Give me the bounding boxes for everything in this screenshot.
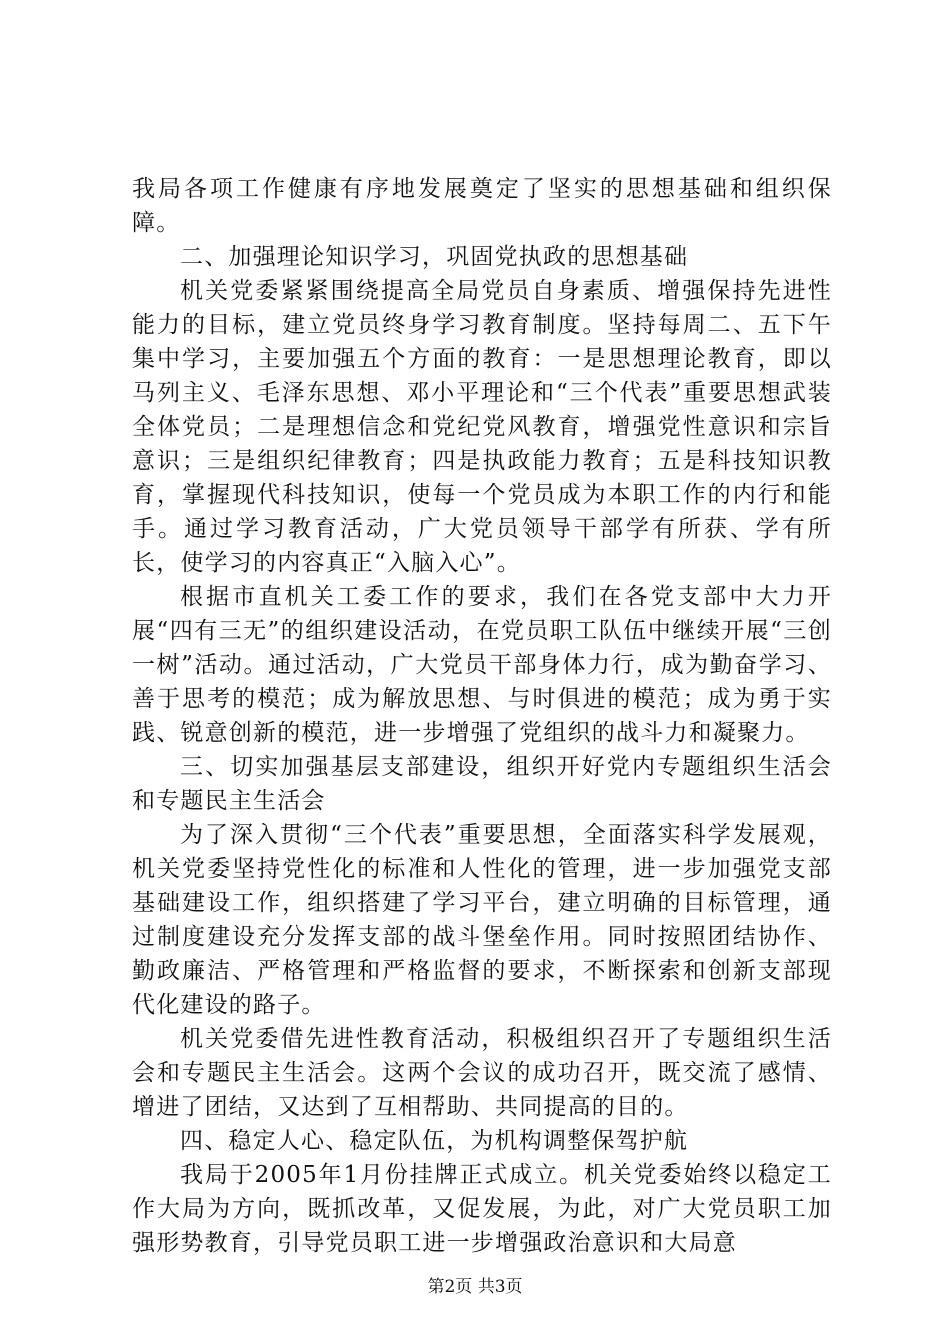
paragraph: 为了深入贯彻“三个代表”重要思想，全面落实科学发展观，机关党委坚持党性化的标准和人性化的管理，进一步加强党支部基础建设工作，组织搭建了学习平台，建立明确的目标管理，通过制度建设充分发挥支部的战斗堡垒作用。同时按照团结协作、勤政廉洁、严格管理和严格监督的要求，不断探索和创新支部现代化建设的路子。	[132, 822, 832, 1018]
paragraph: 我局于2005年1月份挂牌正式成立。机关党委始终以稳定工作大局为方向，既抓改革，又促发展，为此，对广大党员职工加强形势教育，引导党员职工进一步增强政治意识和大局意	[132, 1162, 832, 1256]
section-heading-4: 四、稳定人心、稳定队伍，为机构调整保驾护航	[180, 1128, 689, 1154]
paragraph-continuation: 我局各项工作健康有序地发展奠定了坚实的思想基础和组织保障。	[132, 176, 832, 236]
section-heading-3: 三、切实加强基层支部建设，组织开好党内专题组织生活会和专题民主生活会	[132, 754, 832, 814]
paragraph: 根据市直机关工委工作的要求，我们在各党支部中大力开展“四有三无”的组织建设活动，在党员职工队伍中继续开展“三创一树”活动。通过活动，广大党员干部身体力行，成为勤奋学习、善于思考的模范；成为解放思想、与时俱进的模范；成为勇于实践、锐意创新的模范，进一步增强了党组织的战斗力和凝聚力。	[132, 584, 832, 746]
section-heading-2: 二、加强理论知识学习，巩固党执政的思想基础	[180, 244, 689, 270]
paragraph: 机关党委紧紧围绕提高全局党员自身素质、增强保持先进性能力的目标，建立党员终身学习教育制度。坚持每周二、五下午集中学习，主要加强五个方面的教育：一是思想理论教育，即以马列主义、毛泽东思想、邓小平理论和“三个代表”重要思想武装全体党员；二是理想信念和党纪党风教育，增强党性意识和宗旨意识；三是组织纪律教育；四是执政能力教育；五是科技知识教育，掌握现代科技知识，使每一个党员成为本职工作的内行和能手。通过学习教育活动，广大党员领导干部学有所获、学有所长，使学习的内容真正“入脑入心”。	[132, 278, 832, 576]
paragraph: 机关党委借先进性教育活动，积极组织召开了专题组织生活会和专题民主生活会。这两个会议的成功召开，既交流了感情、增进了团结，又达到了互相帮助、共同提高的目的。	[132, 1026, 832, 1120]
page-number-footer: 第2页 共3页	[427, 1277, 523, 1297]
document-body	[132, 172, 832, 1260]
